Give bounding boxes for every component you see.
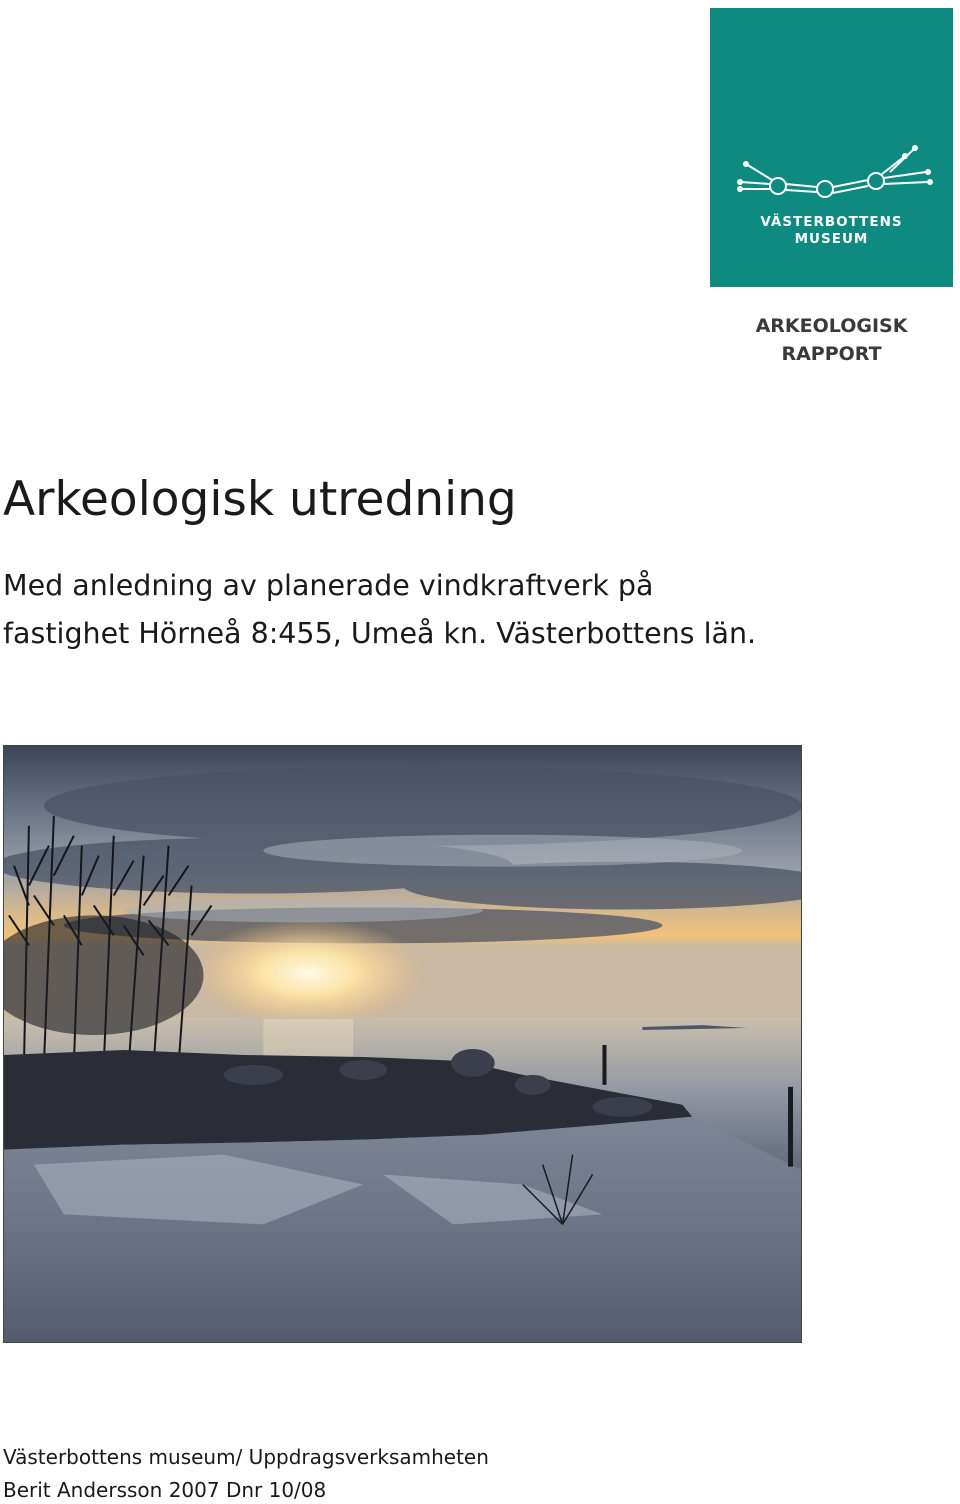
museum-logo [710, 8, 953, 287]
report-title: Arkeologisk utredning [3, 472, 517, 527]
cover-photo-coastal-sunset [3, 745, 802, 1343]
footer-author-reference: Berit Andersson 2007 Dnr 10/08 [3, 1478, 327, 1502]
series-label-arkeologisk: ARKEOLOGISK [755, 315, 908, 337]
series-label-rapport: RAPPORT [781, 343, 882, 365]
report-subtitle-line-2: fastighet Hörneå 8:455, Umeå kn. Västerbottens län. [3, 617, 757, 650]
logo-text-museum-name: VÄSTERBOTTENS [760, 214, 903, 230]
logo-text-museum: MUSEUM [794, 231, 869, 247]
report-subtitle-line-1: Med anledning av planerade vindkraftverk på [3, 569, 654, 602]
report-subtitle [3, 562, 756, 658]
chain-link-emblem-icon [730, 142, 935, 206]
footer-organization: Västerbottens museum/ Uppdragsverksamheten [3, 1445, 489, 1469]
